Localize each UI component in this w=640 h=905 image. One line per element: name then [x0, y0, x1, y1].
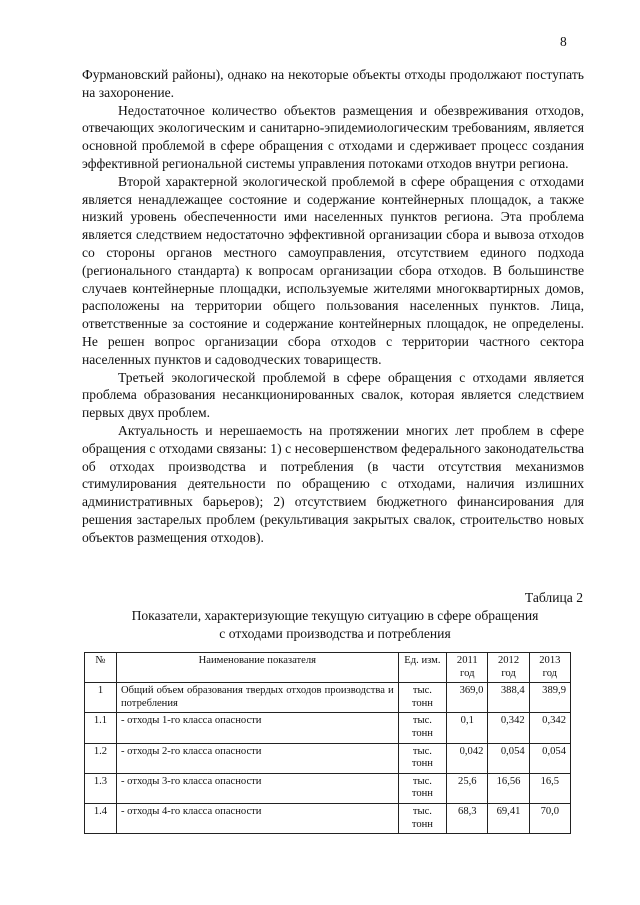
- paragraph: Третьей экологической проблемой в сфере обращения с отходами является проблема образования несанкционированных свалок, которая является следствием первых двух проблем.: [82, 369, 584, 421]
- value-2012: 16,56: [488, 773, 529, 803]
- value-2012: 388,4: [488, 683, 529, 713]
- indicators-table: [84, 652, 571, 834]
- value-2013: 16,5: [529, 773, 570, 803]
- table-row: [85, 713, 571, 743]
- header-unit: Ед. изм.: [398, 653, 446, 683]
- row-unit: тыс. тонн: [398, 683, 446, 713]
- value-2013: 70,0: [529, 803, 570, 833]
- row-unit: тыс. тонн: [398, 803, 446, 833]
- row-unit: тыс. тонн: [398, 743, 446, 773]
- row-num: 1.4: [85, 803, 117, 833]
- table-label: Таблица 2: [524, 590, 583, 605]
- paragraph: Второй характерной экологической проблемой в сфере обращения с отходами является ненадлежащее состояние и содержание контейнерных площадок, а также низкий уровень обеспеченности ими населенных пунктов региона. Эта проблема является следствием недостаточно эффективной организации сбора и вывоза отходов со стороны органов местного самоуправления, отсутствием единого подхода (регионального стандарта) к вопросам организации сбора отходов. В большинстве случаев контейнерные площадки, используемые жителями многоквартирных домов, расположены на территории общего пользования населенных пунктов. Лица, ответственные за состояние и содержание контейнерных площадок, не определены. Не решен вопрос организации сбора отходов с территории частного сектора населенных пунктов и садоводческих товариществ.: [82, 173, 584, 367]
- paragraph: Фурмановский районы), однако на некоторые объекты отходы продолжают поступать на захоронение.: [82, 67, 584, 100]
- value-2013: 0,054: [529, 743, 570, 773]
- value-2011: 25,6: [447, 773, 488, 803]
- value-2012: 69,41: [488, 803, 529, 833]
- header-num: №: [85, 653, 117, 683]
- table-header-row: [85, 653, 571, 683]
- table-row: [85, 773, 571, 803]
- table-row: [85, 683, 571, 713]
- header-2011: 2011 год: [447, 653, 488, 683]
- value-2011: 68,3: [447, 803, 488, 833]
- row-unit: тыс. тонн: [398, 713, 446, 743]
- table-row: [85, 743, 571, 773]
- row-name: - отходы 4-го класса опасности: [116, 803, 398, 833]
- body-text: [82, 66, 584, 547]
- table-row: [85, 803, 571, 833]
- paragraph: Актуальность и нерешаемость на протяжении многих лет проблем в сфере обращения с отходами связаны: 1) с несовершенством федерального законодательства об отходах производства и потребления (в части отсутствия механизмов стимулирования деятельности по обращению с отходами, наличия излишних административных барьеров); 2) отсутствием бюджетного финансирования для решения застарелых проблем (рекультивация закрытых свалок, строительство новых объектов размещения отходов).: [82, 422, 584, 545]
- row-num: 1.2: [85, 743, 117, 773]
- row-unit: тыс. тонн: [398, 773, 446, 803]
- value-2011: 0,042: [447, 743, 488, 773]
- row-name: Общий объем образования твердых отходов производства и потребления: [116, 683, 398, 713]
- row-num: 1: [85, 683, 117, 713]
- row-name: - отходы 2-го класса опасности: [116, 743, 398, 773]
- header-2013: 2013 год: [529, 653, 570, 683]
- value-2012: 0,054: [488, 743, 529, 773]
- row-name: - отходы 1-го класса опасности: [116, 713, 398, 743]
- value-2011: 0,1: [447, 713, 488, 743]
- header-name: Наименование показателя: [116, 653, 398, 683]
- value-2013: 389,9: [529, 683, 570, 713]
- row-num: 1.1: [85, 713, 117, 743]
- page-number: 8: [560, 34, 567, 49]
- value-2012: 0,342: [488, 713, 529, 743]
- paragraph: Недостаточное количество объектов размещения и обезвреживания отходов, отвечающих экологическим и санитарно-эпидемиологическим требованиям, является основной проблемой в сфере обращения с отходами и сдерживает процесс создания эффективной региональной системы управления потоками отходов внутри региона.: [82, 102, 584, 171]
- value-2013: 0,342: [529, 713, 570, 743]
- table-title: Показатели, характеризующие текущую ситуацию в сфере обращения с отходами производства и потребления: [131, 608, 539, 641]
- row-name: - отходы 3-го класса опасности: [116, 773, 398, 803]
- header-2012: 2012 год: [488, 653, 529, 683]
- value-2011: 369,0: [447, 683, 488, 713]
- row-num: 1.3: [85, 773, 117, 803]
